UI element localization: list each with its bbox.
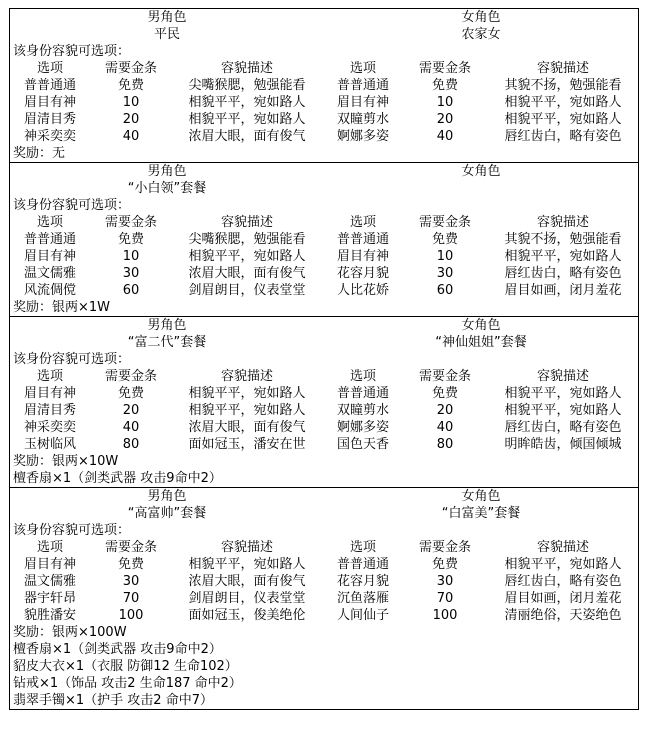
table-cell: 相貌平平，宛如路人	[504, 557, 622, 572]
female-role-title: 女角色	[461, 164, 501, 179]
column-header: 选项	[349, 215, 376, 230]
identity-section	[10, 487, 638, 709]
table-cell: 10	[122, 249, 140, 264]
reward-line: 奖励：银两×10W	[13, 454, 119, 469]
female-role-title: 女角色	[461, 318, 501, 333]
table-cell: 80	[122, 437, 140, 452]
female-package-name: “白富美”套餐	[441, 506, 521, 521]
identity-section	[10, 162, 638, 316]
table-cell: 双瞳剪水	[336, 112, 389, 127]
column-header: 需要金条	[418, 61, 471, 76]
female-header	[324, 488, 638, 522]
table-cell: 唇红齿白，略有姿色	[504, 266, 622, 281]
reward-line: 檀香扇×1（剑类武器 攻击9命中2）	[13, 642, 222, 657]
column-header: 需要金条	[104, 215, 157, 230]
table-cell: 10	[436, 95, 454, 110]
table-cell: 40	[122, 129, 140, 144]
table-cell: 40	[436, 420, 454, 435]
table-cell: 浓眉大眼，面有俊气	[188, 129, 306, 144]
column-header: 选项	[349, 61, 376, 76]
column-header: 需要金条	[418, 369, 471, 384]
column-header: 容貌描述	[536, 369, 589, 384]
table-cell: 温文儒雅	[23, 266, 76, 281]
column-header: 容貌描述	[220, 61, 273, 76]
table-cell: 眉目如画，闭月羞花	[504, 283, 622, 298]
column-header: 选项	[36, 540, 63, 555]
male-header	[10, 163, 324, 197]
female-header	[324, 163, 638, 197]
table-cell: 剑眉朗目，仪表堂堂	[188, 283, 306, 298]
table-cell: 花容月貌	[336, 574, 389, 589]
table-cell: 相貌平平，宛如路人	[504, 112, 622, 127]
column-header: 需要金条	[104, 540, 157, 555]
table-cell: 眉清目秀	[23, 403, 76, 418]
table-cell: 唇红齿白，略有姿色	[504, 420, 622, 435]
column-header: 容貌描述	[220, 215, 273, 230]
table-cell: 20	[436, 112, 454, 127]
female-package-name: 农家女	[461, 27, 501, 42]
table-cell: 相貌平平，宛如路人	[504, 386, 622, 401]
table-cell: 普普通通	[336, 78, 389, 93]
table-cell: 60	[436, 283, 454, 298]
table-cell: 玉树临风	[23, 437, 76, 452]
table-cell: 免费	[117, 78, 144, 93]
table-cell: 30	[436, 574, 454, 589]
section-header	[10, 9, 638, 43]
table-cell: 貌胜潘安	[23, 608, 76, 623]
section-header	[10, 488, 638, 522]
female-header	[324, 317, 638, 351]
female-role-title: 女角色	[461, 489, 501, 504]
table-cell: 花容月貌	[336, 266, 389, 281]
table-cell: 清丽绝俗，天姿绝色	[504, 608, 622, 623]
table-cell: 眉目有神	[336, 249, 389, 264]
table-cell: 60	[122, 283, 140, 298]
table-cell: 唇红齿白，略有姿色	[504, 574, 622, 589]
table-cell: 温文儒雅	[23, 574, 76, 589]
female-package-name: “神仙姐姐”套餐	[435, 335, 527, 350]
male-role-title: 男角色	[147, 318, 187, 333]
table-cell: 10	[122, 95, 140, 110]
section-intro: 该身份容貌可选项：	[13, 352, 131, 367]
reward-line: 貂皮大衣×1（衣服 防御12 生命102）	[13, 659, 238, 674]
options-table	[10, 368, 638, 453]
table-cell: 相貌平平，宛如路人	[188, 403, 306, 418]
table-cell: 20	[122, 403, 140, 418]
table-cell: 其貌不扬，勉强能看	[504, 232, 622, 247]
table-cell: 免费	[117, 386, 144, 401]
table-cell: 40	[122, 420, 140, 435]
section-header	[10, 317, 638, 351]
male-header	[10, 488, 324, 522]
table-cell: 眉目有神	[23, 95, 76, 110]
table-cell: 浓眉大眼，面有俊气	[188, 266, 306, 281]
table-cell: 100	[432, 608, 458, 623]
table-cell: 风流倜傥	[23, 283, 76, 298]
table-cell: 国色天香	[336, 437, 389, 452]
table-cell: 器宇轩昂	[23, 591, 76, 606]
reward-line: 钻戒×1（饰品 攻击2 生命187 命中2）	[13, 676, 242, 691]
table-cell: 30	[436, 266, 454, 281]
column-header: 选项	[349, 369, 376, 384]
column-header: 选项	[36, 215, 63, 230]
male-package-name: “高富帅”套餐	[127, 506, 207, 521]
table-cell: 40	[436, 129, 454, 144]
table-cell: 70	[122, 591, 140, 606]
table-cell: 人比花娇	[336, 283, 389, 298]
table-cell: 70	[436, 591, 454, 606]
table-cell: 普普通通	[336, 557, 389, 572]
table-cell: 明眸皓齿，倾国倾城	[504, 437, 622, 452]
table-cell: 眉目有神	[23, 386, 76, 401]
column-header: 容貌描述	[536, 61, 589, 76]
options-table	[10, 214, 638, 299]
column-header: 需要金条	[104, 61, 157, 76]
column-header: 选项	[36, 61, 63, 76]
column-header: 容貌描述	[220, 369, 273, 384]
table-cell: 100	[118, 608, 144, 623]
column-header: 需要金条	[418, 540, 471, 555]
table-cell: 普普通通	[336, 232, 389, 247]
table-cell: 眉目如画，闭月羞花	[504, 591, 622, 606]
table-cell: 相貌平平，宛如路人	[504, 403, 622, 418]
table-cell: 30	[122, 266, 140, 281]
table-cell: 相貌平平，宛如路人	[188, 95, 306, 110]
table-cell: 相貌平平，宛如路人	[188, 249, 306, 264]
appearance-options-sheet	[9, 8, 639, 710]
female-package-name	[324, 180, 638, 197]
table-cell: 双瞳剪水	[336, 403, 389, 418]
female-role-title: 女角色	[461, 10, 501, 25]
table-cell: 相貌平平，宛如路人	[188, 386, 306, 401]
table-cell: 20	[122, 112, 140, 127]
table-cell: 面如冠玉，潘安在世	[188, 437, 306, 452]
table-cell: 10	[436, 249, 454, 264]
table-cell: 免费	[431, 232, 458, 247]
table-cell: 沉鱼落雁	[336, 591, 389, 606]
table-cell: 婀娜多姿	[336, 420, 389, 435]
column-header: 容貌描述	[536, 215, 589, 230]
table-cell: 30	[122, 574, 140, 589]
table-cell: 尖嘴猴腮，勉强能看	[188, 78, 306, 93]
table-cell: 面如冠玉，俊美绝伦	[188, 608, 306, 623]
reward-line: 檀香扇×1（剑类武器 攻击9命中2）	[13, 471, 222, 486]
table-cell: 眉目有神	[23, 249, 76, 264]
male-package-name: “富二代”套餐	[127, 335, 207, 350]
identity-section	[10, 9, 638, 162]
reward-line: 翡翠手镯×1（护手 攻击2 命中7）	[13, 693, 213, 708]
table-cell: 免费	[431, 557, 458, 572]
column-header: 选项	[36, 369, 63, 384]
female-header	[324, 9, 638, 43]
table-cell: 普普通通	[23, 232, 76, 247]
section-header	[10, 163, 638, 197]
table-cell: 免费	[117, 557, 144, 572]
section-intro: 该身份容貌可选项：	[13, 198, 131, 213]
table-cell: 相貌平平，宛如路人	[188, 557, 306, 572]
identity-section	[10, 316, 638, 487]
column-header: 容貌描述	[536, 540, 589, 555]
reward-line: 奖励：银两×1W	[13, 300, 111, 315]
table-cell: 免费	[117, 232, 144, 247]
table-cell: 眉清目秀	[23, 112, 76, 127]
table-cell: 相貌平平，宛如路人	[188, 112, 306, 127]
table-cell: 眉目有神	[336, 95, 389, 110]
male-header	[10, 317, 324, 351]
table-cell: 相貌平平，宛如路人	[504, 249, 622, 264]
reward-line: 奖励：银两×100W	[13, 625, 127, 640]
male-role-title: 男角色	[147, 10, 187, 25]
table-cell: 相貌平平，宛如路人	[504, 95, 622, 110]
table-cell: 其貌不扬，勉强能看	[504, 78, 622, 93]
table-cell: 神采奕奕	[23, 129, 76, 144]
column-header: 选项	[349, 540, 376, 555]
male-role-title: 男角色	[147, 489, 187, 504]
table-cell: 普普通通	[23, 78, 76, 93]
table-cell: 普普通通	[336, 386, 389, 401]
table-cell: 婀娜多姿	[336, 129, 389, 144]
column-header: 需要金条	[418, 215, 471, 230]
table-cell: 80	[436, 437, 454, 452]
table-cell: 免费	[431, 386, 458, 401]
column-header: 需要金条	[104, 369, 157, 384]
male-package-name: 平民	[153, 27, 180, 42]
male-package-name: “小白领”套餐	[127, 181, 207, 196]
section-intro: 该身份容貌可选项：	[13, 44, 131, 59]
table-cell: 神采奕奕	[23, 420, 76, 435]
male-role-title: 男角色	[147, 164, 187, 179]
table-cell: 眉目有神	[23, 557, 76, 572]
table-cell: 浓眉大眼，面有俊气	[188, 420, 306, 435]
section-intro: 该身份容貌可选项：	[13, 523, 131, 538]
table-cell: 唇红齿白，略有姿色	[504, 129, 622, 144]
options-table	[10, 539, 638, 624]
male-header	[10, 9, 324, 43]
table-cell: 尖嘴猴腮，勉强能看	[188, 232, 306, 247]
table-cell: 20	[436, 403, 454, 418]
table-cell: 人间仙子	[336, 608, 389, 623]
table-cell: 免费	[431, 78, 458, 93]
options-table	[10, 60, 638, 145]
reward-line: 奖励：无	[13, 146, 66, 161]
table-cell: 剑眉朗目，仪表堂堂	[188, 591, 306, 606]
column-header: 容貌描述	[220, 540, 273, 555]
table-cell: 浓眉大眼，面有俊气	[188, 574, 306, 589]
